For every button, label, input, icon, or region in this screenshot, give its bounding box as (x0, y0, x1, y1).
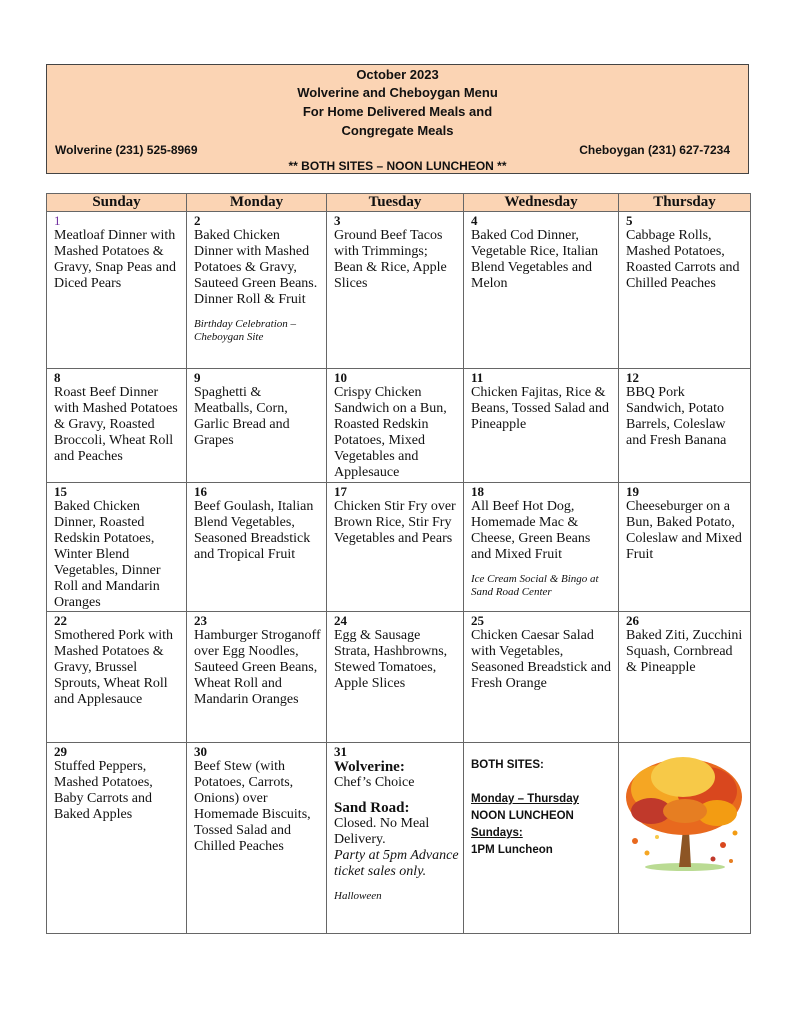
day-number: 24 (334, 613, 347, 628)
day-cell (47, 743, 187, 934)
day-cell (327, 369, 464, 483)
day-header-sunday: Sunday (47, 194, 187, 212)
day-cell (187, 483, 327, 612)
day-number: 29 (54, 744, 67, 759)
both-sites-label: BOTH SITES: (471, 759, 544, 771)
party-text: Party at 5pm Advance ticket sales only. (334, 848, 459, 879)
day-cell (464, 212, 619, 369)
day-cell (464, 369, 619, 483)
meal-text: Chicken Fajitas, Rice & Beans, Tossed Salad and Pineapple (471, 385, 609, 432)
sand-road-heading: Sand Road: (334, 800, 410, 816)
header-note: ** BOTH SITES – NOON LUNCHEON ** (288, 159, 507, 173)
day-number: 19 (626, 484, 639, 499)
day-number: 11 (471, 370, 484, 385)
day-number: 15 (54, 484, 67, 499)
autumn-tree-image (621, 749, 747, 874)
day-cell (327, 743, 464, 934)
day-cell (47, 369, 187, 483)
day-number: 17 (334, 484, 347, 499)
header-title: Wolverine and Cheboygan Menu (297, 85, 498, 100)
day-cell (47, 212, 187, 369)
sunday-time-label: 1PM Luncheon (471, 844, 553, 856)
meal-text: Ground Beef Tacos with Trimmings; Bean & Rice, Apple Slices (334, 228, 447, 291)
day-number: 5 (626, 213, 633, 228)
day-number: 4 (471, 213, 478, 228)
day-number: 3 (334, 213, 341, 228)
day-number: 26 (626, 613, 639, 628)
meal-text: Chicken Caesar Salad with Vegetables, Seasoned Breadstick and Fresh Orange (471, 628, 611, 691)
sundays-label: Sundays: (471, 827, 523, 839)
image-cell (619, 743, 751, 934)
day-number: 23 (194, 613, 207, 628)
day-header-tuesday: Tuesday (327, 194, 464, 212)
cheboygan-phone: Cheboygan (231) 627-7234 (579, 143, 730, 157)
day-number: 12 (626, 370, 639, 385)
day-number: 2 (194, 213, 201, 228)
info-cell (464, 743, 619, 934)
day-cell (187, 212, 327, 369)
week-row (47, 483, 751, 612)
meal-text: All Beef Hot Dog, Homemade Mac & Cheese, Green Beans and Mixed Fruit (471, 499, 591, 562)
day-number: 16 (194, 484, 207, 499)
event-note: Birthday Celebration – Cheboygan Site (194, 318, 297, 343)
menu-calendar (46, 193, 751, 934)
meal-text: Crispy Chicken Sandwich on a Bun, Roasted Redskin Potatoes, Mixed Vegetables and Applesauce (334, 385, 447, 480)
noon-luncheon-label: NOON LUNCHEON (471, 810, 574, 822)
day-number: 9 (194, 370, 201, 385)
meal-text: Spaghetti & Meatballs, Corn, Garlic Bread and Grapes (194, 385, 290, 448)
wolverine-meal: Chef’s Choice (334, 775, 415, 790)
day-cell (327, 483, 464, 612)
day-number: 25 (471, 613, 484, 628)
header-subtitle: For Home Delivered Meals and (302, 104, 493, 119)
header-month: October 2023 (356, 67, 439, 82)
day-cell (327, 212, 464, 369)
day-number: 8 (54, 370, 61, 385)
wolverine-heading: Wolverine: (334, 759, 405, 775)
day-cell (47, 612, 187, 743)
meal-text: Baked Ziti, Zucchini Squash, Cornbread & Pineapple (626, 628, 743, 675)
day-header-thursday: Thursday (619, 194, 751, 212)
day-cell (187, 743, 327, 934)
meal-text: Cabbage Rolls, Mashed Potatoes, Roasted Carrots and Chilled Peaches (626, 228, 740, 291)
meal-text: Egg & Sausage Strata, Hashbrowns, Stewed Tomatoes, Apple Slices (334, 628, 448, 691)
day-number: 30 (194, 744, 207, 759)
day-number: 22 (54, 613, 67, 628)
day-cell (464, 612, 619, 743)
event-note: Ice Cream Social & Bingo at Sand Road Center (471, 573, 599, 598)
meal-text: Roast Beef Dinner with Mashed Potatoes & Gravy, Roasted Broccoli, Wheat Roll and Peaches (54, 385, 178, 464)
menu-header (46, 64, 749, 174)
day-number: 10 (334, 370, 347, 385)
meal-text: Cheeseburger on a Bun, Baked Potato, Coleslaw and Mixed Fruit (626, 499, 742, 562)
day-cell (187, 369, 327, 483)
meal-text: Stuffed Peppers, Mashed Potatoes, Baby Carrots and Baked Apples (54, 759, 153, 822)
meal-text: Baked Cod Dinner, Vegetable Rice, Italian Blend Vegetables and Melon (471, 228, 599, 291)
meal-text: Beef Goulash, Italian Blend Vegetables, Seasoned Breadstick and Tropical Fruit (194, 499, 314, 562)
wolverine-phone: Wolverine (231) 525-8969 (55, 143, 198, 157)
sand-road-text: Closed. No Meal Delivery. (334, 816, 430, 847)
week-row (47, 743, 751, 934)
meal-text: Baked Chicken Dinner, Roasted Redskin Potatoes, Winter Blend Vegetables, Dinner Roll and Mandarin Oranges (54, 499, 161, 610)
day-cell (619, 212, 751, 369)
day-header-row (47, 194, 751, 212)
halloween-note: Halloween (334, 890, 382, 902)
meal-text: Hamburger Stroganoff over Egg Noodles, Sauteed Green Beans, Wheat Roll and Mandarin Oranges (194, 628, 321, 707)
day-number: 1 (54, 213, 61, 228)
day-cell (464, 483, 619, 612)
meal-text: Meatloaf Dinner with Mashed Potatoes & Gravy, Snap Peas and Diced Pears (54, 228, 176, 291)
meal-text: BBQ Pork Sandwich, Potato Barrels, Coleslaw and Fresh Banana (626, 385, 727, 448)
meal-text: Smothered Pork with Mashed Potatoes & Gravy, Brussel Sprouts, Wheat Roll and Applesauce (54, 628, 173, 707)
week-row (47, 369, 751, 483)
day-number: 18 (471, 484, 484, 499)
meal-text: Beef Stew (with Potatoes, Carrots, Onions) over Homemade Biscuits, Tossed Salad and Chilled Peaches (194, 759, 311, 854)
day-cell (619, 369, 751, 483)
weekday-label: Monday – Thursday (471, 793, 579, 805)
header-subtitle-2: Congregate Meals (341, 123, 454, 138)
day-cell (619, 612, 751, 743)
day-cell (619, 483, 751, 612)
day-cell (327, 612, 464, 743)
meal-text: Baked Chicken Dinner with Mashed Potatoes & Gravy, Sauteed Green Beans. Dinner Roll & Fruit (194, 228, 318, 307)
meal-text: Chicken Stir Fry over Brown Rice, Stir Fry Vegetables and Pears (334, 499, 456, 546)
week-row (47, 212, 751, 369)
day-header-monday: Monday (187, 194, 327, 212)
day-header-wednesday: Wednesday (464, 194, 619, 212)
day-number: 31 (334, 744, 347, 759)
day-cell (187, 612, 327, 743)
day-cell (47, 483, 187, 612)
week-row (47, 612, 751, 743)
